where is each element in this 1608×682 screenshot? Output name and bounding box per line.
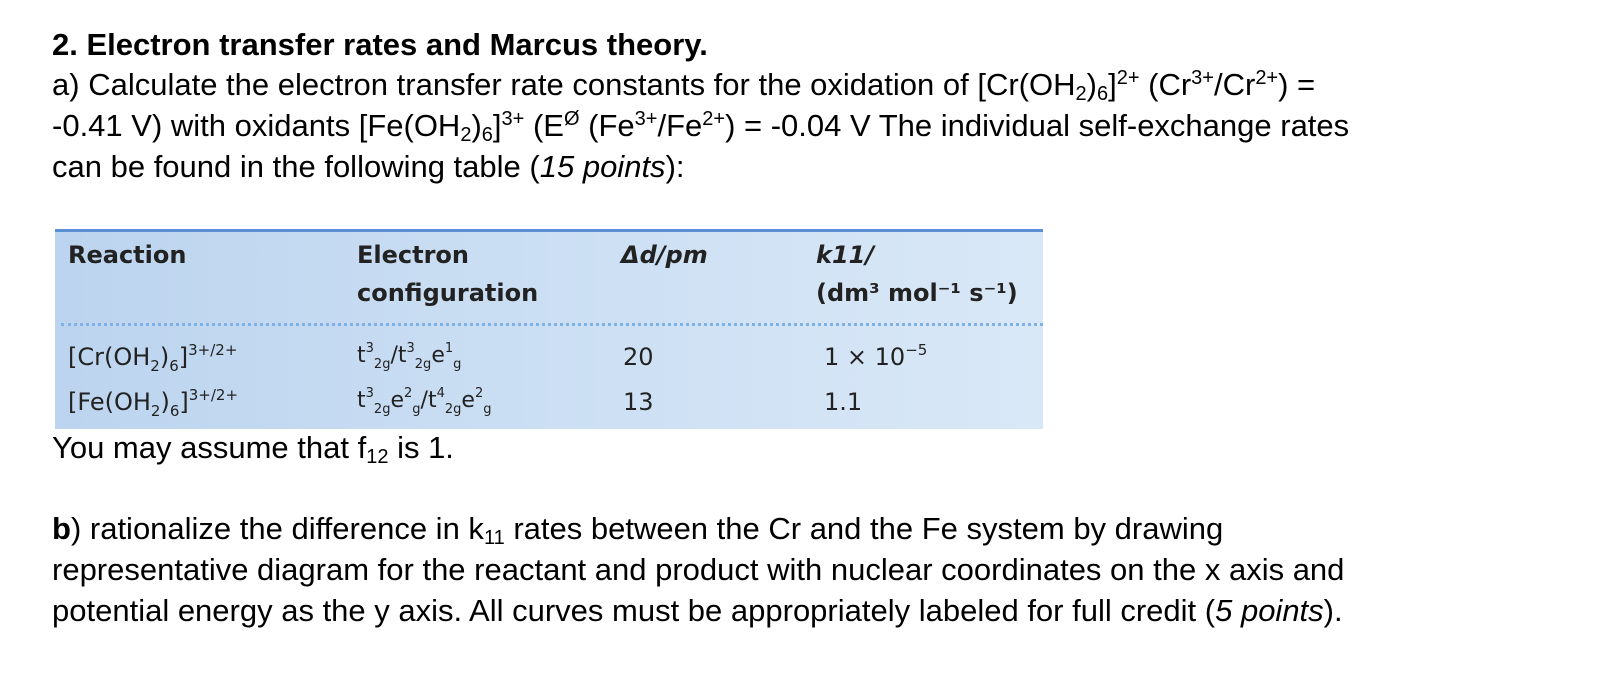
part-b-line-1: b) rationalize the difference in $k_{11}$ rates between the Cr and the Fe system by drawing xyxy=(52,511,1224,549)
row-fe-k11: 1.1 xyxy=(824,388,863,416)
question-title: 2. Electron transfer rates and Marcus theory. xyxy=(52,27,708,62)
points-a: 15 points xyxy=(539,149,666,184)
part-a-line-1: a) Calculate the electron transfer rate constants for the oxidation of $[Cr(OH_2)_6]^{2+}$ $(Cr^{3+}/Cr^{2+})$ = xyxy=(52,67,1316,105)
row-fe-reaction: $[Fe(OH_2)_6]^{3+/2+}$ xyxy=(68,386,239,420)
row-fe-configuration: $t^3_{2g}e^2_g/t^4_{2g}e^2_g$ xyxy=(357,386,492,417)
row-cr-delta: 20 xyxy=(623,343,654,371)
header-delta-d: Δd/pm xyxy=(621,241,708,269)
part-b-text xyxy=(52,508,1344,631)
points-b: 5 points xyxy=(1215,593,1324,628)
assumption-note: You may assume that $f_{12}$ is 1. xyxy=(52,430,454,468)
part-a-line-3: can be found in the following table (15 points): xyxy=(52,149,685,184)
row-cr-k11: $1 \times 10^{-5}$ xyxy=(824,341,928,371)
part-b-line-2: representative diagram for the reactant and product with nuclear coordinates on the x axis and xyxy=(52,552,1345,587)
part-b-line-3: potential energy as the y axis. All curves must be appropriately labeled for full credit (5 points). xyxy=(52,593,1343,628)
part-a-text xyxy=(52,64,1587,187)
row-cr-configuration: $t^3_{2g}/t^3_{2g}e^1_g$ xyxy=(357,341,462,372)
header-k11: k11/ (dm³ mol⁻¹ s⁻¹) xyxy=(816,241,1018,307)
header-reaction: Reaction xyxy=(68,241,187,269)
row-cr-reaction: $[Cr(OH_2)_6]^{3+/2+}$ xyxy=(68,341,238,375)
header-divider xyxy=(61,323,1043,326)
header-electron-configuration: Electron configuration xyxy=(357,241,539,307)
self-exchange-table xyxy=(55,229,1043,429)
part-a-line-2: -0.41 V) with oxidants $[Fe(OH_2)_6]^{3+}$ ($E^Ø$ $(Fe^{3+}/Fe^{2+}) = -0.04$ V The individual self-exchange rates xyxy=(52,108,1350,146)
row-fe-delta: 13 xyxy=(623,388,654,416)
